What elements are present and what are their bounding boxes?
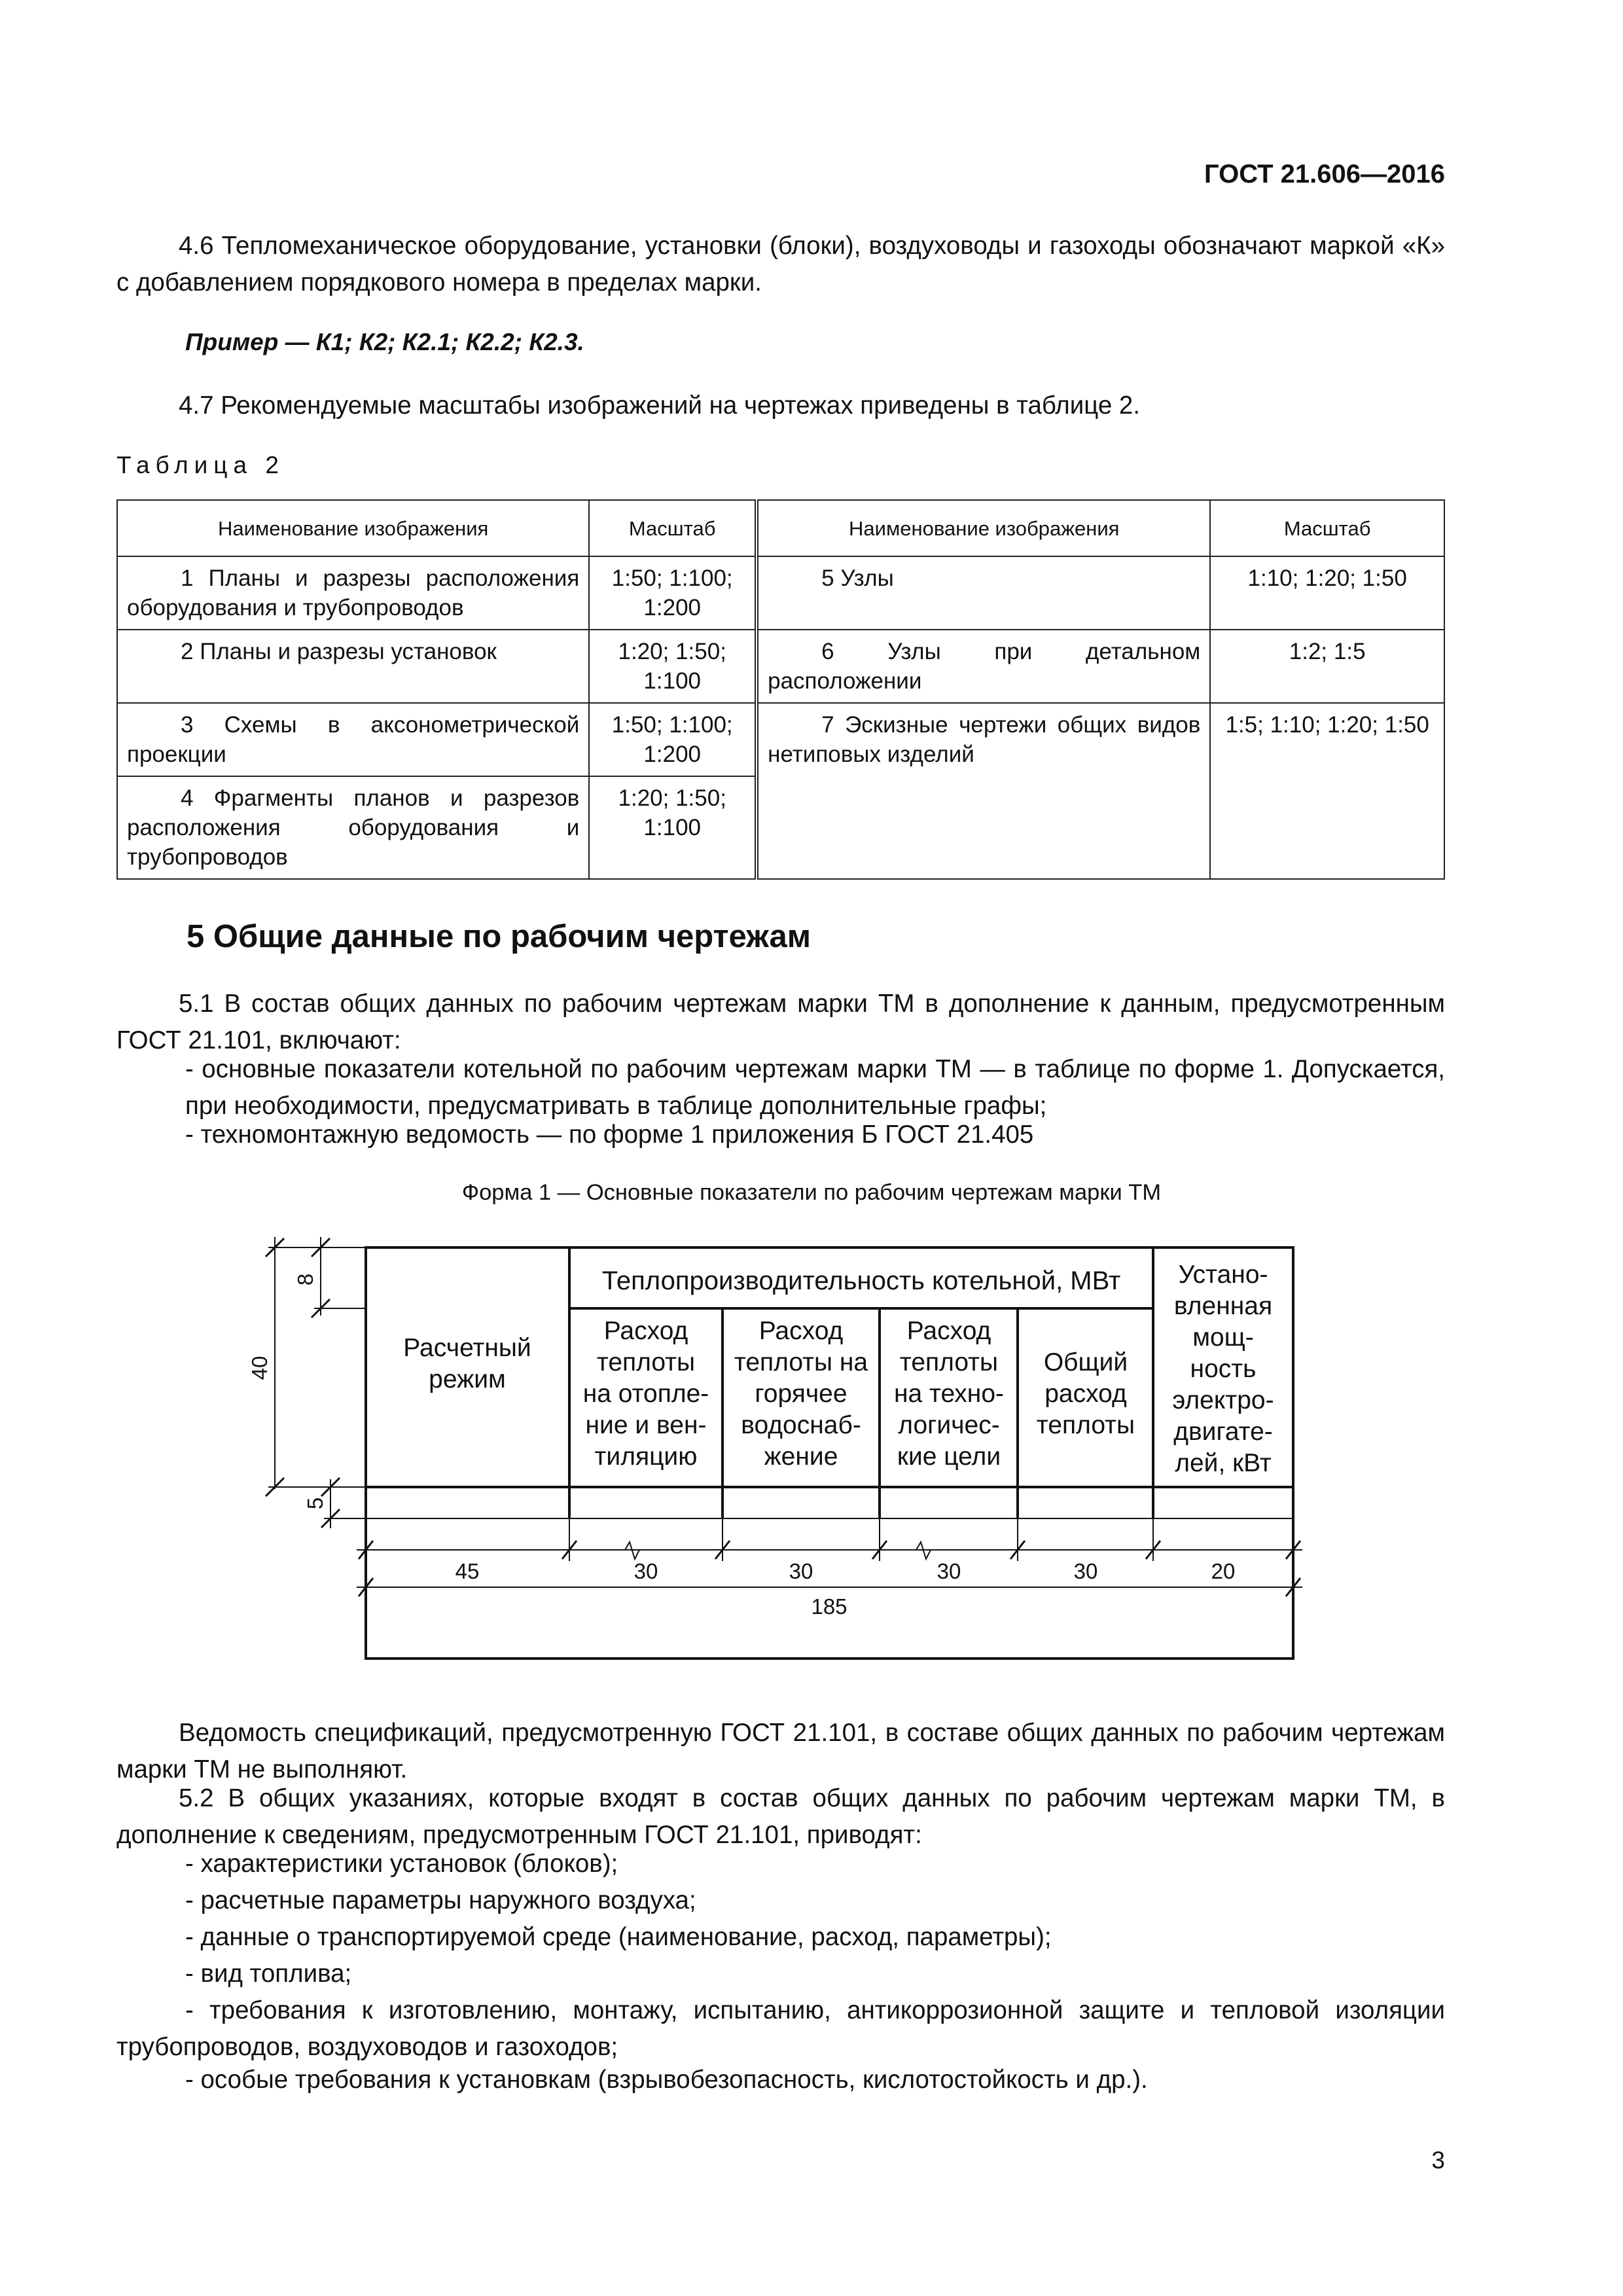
form-power-line: Устано- <box>1178 1261 1268 1289</box>
form-sub-col-line: горячее <box>755 1380 847 1408</box>
form-sub-col-line: жение <box>764 1443 838 1471</box>
table-cell: 1:5; 1:10; 1:20; 1:50 <box>1210 703 1444 879</box>
example-line: Пример — К1; К2; К2.1; К2.2; К2.3. <box>185 329 584 355</box>
table-cell: 1:50; 1:100; 1:200 <box>589 556 757 630</box>
list-item: - расчетные параметры наружного воздуха; <box>185 1886 696 1914</box>
form-sub-col-line: на отопле- <box>582 1380 709 1408</box>
list-item: - особые требования к установкам (взрывобезопасность, кислотостойкость и др.). <box>185 2066 1148 2094</box>
table-header-cell: Наименование изображения <box>757 500 1210 556</box>
paragraph-after-form: Ведомость спецификаций, предусмотренную ГОСТ 21.101, в составе общих данных по рабочим чертежам марки ТМ не выполняют. <box>116 1719 1445 1784</box>
dimension-label-vertical: 5 <box>303 1497 327 1510</box>
form-sub-col-line: Общий <box>1043 1348 1128 1376</box>
form-sub-col-line: расход <box>1044 1380 1127 1408</box>
dimension-label: 30 <box>1073 1559 1098 1583</box>
dimension-label-total: 185 <box>811 1594 847 1619</box>
dimension-label-vertical: 8 <box>293 1273 317 1286</box>
form-sub-col-line: на техно- <box>893 1380 1005 1408</box>
table-header-cell: Масштаб <box>1210 500 1444 556</box>
form-sub-col-line: ние и вен- <box>585 1411 707 1439</box>
table-header-cell: Наименование изображения <box>117 500 589 556</box>
form-sub-col-line: логичес- <box>898 1411 1000 1439</box>
form-sub-col-line: теплоты <box>596 1348 696 1376</box>
form-1-caption: Форма 1 — Основные показатели по рабочим чертежам марки ТМ <box>461 1180 1162 1205</box>
table-cell: 1:10; 1:20; 1:50 <box>1210 556 1444 630</box>
table-cell: 4 Фрагменты планов и разрезов расположения оборудования и трубопроводов <box>117 776 589 879</box>
list-item: - требования к изготовлению, монтажу, испытанию, антикоррозионной защите и тепловой изоляции трубопроводов, воздуховодов и газоходов; <box>116 1996 1445 2061</box>
table-cell: 1:50; 1:100; 1:200 <box>589 703 757 776</box>
table-2-caption: Таблица 2 <box>116 452 285 478</box>
list-item: - данные о транспортируемой среде (наименование, расход, параметры); <box>185 1923 1052 1951</box>
form-power-line: лей, кВт <box>1175 1449 1272 1477</box>
table-cell: 1:20; 1:50; 1:100 <box>589 776 757 879</box>
form-sub-col-line: Расход <box>906 1317 991 1345</box>
paragraph-5-2: 5.2 В общих указаниях, которые входят в состав общих данных по рабочим чертежам марки ТМ, в дополнение к сведениям, предусмотренным ГОСТ 21.101, приводят: <box>116 1784 1445 1849</box>
paragraph-5-1: 5.1 В состав общих данных по рабочим чертежам марки ТМ в дополнение к данным, предусмотренным ГОСТ 21.101, включают: <box>116 990 1445 1054</box>
table-cell: 5 Узлы <box>757 556 1210 630</box>
page-number: 3 <box>1431 2147 1445 2174</box>
list-item: - техномонтажную ведомость — по форме 1 приложения Б ГОСТ 21.405 <box>185 1121 1034 1149</box>
table-cell: 7 Эскизные чертежи общих видов нетиповых изделий <box>757 703 1210 879</box>
form-col-mode-line: Расчетный <box>403 1334 531 1362</box>
paragraph-4-7: 4.7 Рекомендуемые масштабы изображений на чертежах приведены в таблице 2. <box>179 391 1141 420</box>
list-item: - вид топлива; <box>185 1960 352 1988</box>
form-sub-col-line: Расход <box>758 1317 844 1345</box>
form-sub-col-line: теплоты на <box>734 1348 868 1376</box>
list-item: - характеристики установок (блоков); <box>185 1850 618 1878</box>
table-cell: 2 Планы и разрезы установок <box>117 630 589 703</box>
table-cell: 1 Планы и разрезы расположения оборудования и трубопроводов <box>117 556 589 630</box>
dimension-label-vertical: 40 <box>247 1355 272 1380</box>
form-col-mode-line: режим <box>429 1365 506 1393</box>
dimension-label: 20 <box>1211 1559 1236 1583</box>
document-number: ГОСТ 21.606—2016 <box>1204 160 1445 188</box>
dimension-label: 45 <box>455 1559 480 1583</box>
form-sub-col-line: теплоты <box>899 1348 999 1376</box>
form-sub-col-line: кие цели <box>897 1443 1001 1471</box>
table-header-cell: Масштаб <box>589 500 757 556</box>
form-sub-col-line: водоснаб- <box>741 1411 861 1439</box>
list-item: - основные показатели котельной по рабочим чертежам марки ТМ — в таблице по форме 1. Допускается, при необходимости, предусматривать в таблице дополнительные графы; <box>185 1055 1445 1120</box>
dimension-label: 30 <box>633 1559 658 1583</box>
form-group-header: Теплопроизводительность котельной, МВт <box>601 1266 1121 1295</box>
dimension-label: 30 <box>936 1559 961 1583</box>
table-cell: 1:20; 1:50; 1:100 <box>589 630 757 703</box>
form-power-line: мощ- <box>1192 1323 1254 1352</box>
form-sub-col-line: тиляцию <box>594 1443 698 1471</box>
form-sub-col-line: теплоты <box>1036 1411 1135 1439</box>
paragraph-4-6: 4.6 Тепломеханическое оборудование, установки (блоки), воздуховоды и газоходы обозначают маркой «К» с добавлением порядкового номера в пределах марки. <box>116 232 1445 296</box>
dimension-label: 30 <box>789 1559 813 1583</box>
table-cell: 6 Узлы при детальном расположении <box>757 630 1210 703</box>
table-cell: 1:2; 1:5 <box>1210 630 1444 703</box>
table-cell: 3 Схемы в аксонометрической проекции <box>117 703 589 776</box>
form-power-line: ность <box>1190 1355 1257 1383</box>
form-power-line: электро- <box>1172 1386 1274 1414</box>
form-sub-col-line: Расход <box>603 1317 688 1345</box>
form-power-line: вленная <box>1173 1292 1273 1320</box>
form-power-line: двигате- <box>1173 1418 1273 1446</box>
section-5-title: 5 Общие данные по рабочим чертежам <box>187 919 811 954</box>
